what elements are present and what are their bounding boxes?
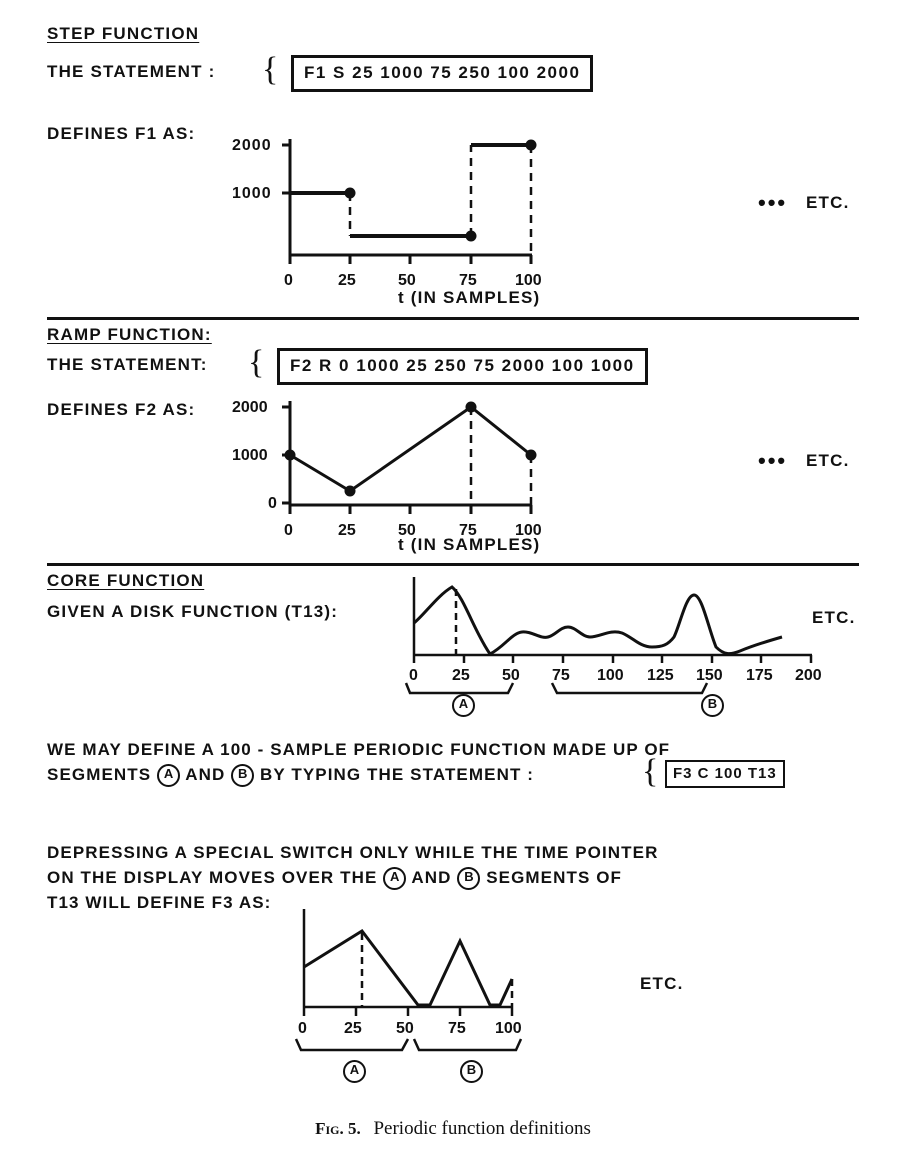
core-statement-box[interactable]: F3 C 100 T13 [665,760,785,788]
svg-text:0: 0 [284,522,293,539]
ramp-brace-icon: { [248,344,265,381]
chart-disk-function-t13 [400,575,870,690]
core-function-heading: CORE FUNCTION [47,571,205,590]
chart-periodic-function-f3 [290,905,610,1095]
segment-a-inline-badge: A [157,764,180,787]
figure-caption-text: Periodic function definitions [373,1118,591,1139]
p2-post: SEGMENTS OF [480,868,623,887]
f3-etc-label: ETC. [640,974,684,993]
segment-a-badge: A [452,694,475,717]
p2-pre: ON THE DISPLAY MOVES OVER THE [47,868,384,887]
segment-b-badge: B [701,694,724,717]
svg-text:175: 175 [746,667,773,684]
svg-text:125: 125 [647,667,674,684]
svg-text:2000: 2000 [232,399,268,416]
step-defines-label: DEFINES F1 AS: [47,124,196,143]
core-paragraph-2-line-1: DEPRESSING A SPECIAL SWITCH ONLY WHILE THE TIME POINTER [47,843,659,862]
svg-text:75: 75 [459,272,477,289]
svg-text:50: 50 [398,522,416,539]
svg-text:50: 50 [396,1020,414,1037]
svg-text:200: 200 [795,667,822,684]
svg-text:0: 0 [268,495,277,512]
divider-2 [47,563,859,566]
segment-b-inline-badge: B [231,764,254,787]
ramp-etc-dots-icon: ••• [758,448,788,473]
segment-a-inline-badge-2: A [383,867,406,890]
core-paragraph-2-line-3: T13 WILL DEFINE F3 AS: [47,893,272,912]
svg-text:0: 0 [409,667,418,684]
svg-text:100: 100 [515,522,542,539]
core-paragraph-1-line-1: WE MAY DEFINE A 100 - SAMPLE PERIODIC FUNCTION MADE UP OF [47,740,671,759]
disk-etc-label: ETC. [812,608,856,627]
svg-text:2000: 2000 [232,137,272,154]
ramp-defines-label: DEFINES F2 AS: [47,400,196,419]
ramp-statement-box[interactable]: F2 R 0 1000 25 250 75 2000 100 1000 [277,348,648,385]
core-given-label: GIVEN A DISK FUNCTION (T13): [47,602,339,621]
core-paragraph-2-line-2 [47,866,622,890]
svg-text:50: 50 [398,272,416,289]
svg-text:75: 75 [552,667,570,684]
segment-a-badge-f3: A [343,1060,366,1083]
p1-post: BY TYPING THE STATEMENT : [254,765,535,784]
segment-b-inline-badge-2: B [457,867,480,890]
svg-text:25: 25 [338,522,356,539]
svg-text:100: 100 [515,272,542,289]
chart-ramp-function [232,395,792,545]
step-etc-dots-icon: ••• [758,190,788,215]
p2-mid: AND [406,868,458,887]
svg-text:50: 50 [502,667,520,684]
p1-pre: SEGMENTS [47,765,158,784]
svg-text:0: 0 [284,272,293,289]
svg-text:100: 100 [597,667,624,684]
svg-text:1000: 1000 [232,185,272,202]
step-brace-icon: { [262,51,279,88]
svg-text:0: 0 [298,1020,307,1037]
ramp-statement-label: THE STATEMENT: [47,355,208,374]
svg-text:25: 25 [452,667,470,684]
chart-step-function [232,133,792,289]
svg-text:150: 150 [696,667,723,684]
step-function-heading: STEP FUNCTION [47,24,200,43]
svg-text:75: 75 [448,1020,466,1037]
core-paragraph-1-line-2 [47,763,534,787]
ramp-xaxis-title: t (IN SAMPLES) [398,535,541,554]
ramp-etc-label: ETC. [806,451,850,470]
step-statement-label: THE STATEMENT : [47,62,216,81]
ramp-function-heading: RAMP FUNCTION: [47,325,212,344]
step-xaxis-title: t (IN SAMPLES) [398,288,541,307]
figure-caption-label: Fig. 5. [315,1119,361,1138]
figure-caption [0,1118,906,1140]
svg-text:100: 100 [495,1020,522,1037]
svg-text:75: 75 [459,522,477,539]
p1-mid: AND [180,765,232,784]
step-etc-label: ETC. [806,193,850,212]
segment-b-badge-f3: B [460,1060,483,1083]
divider-1 [47,317,859,320]
svg-text:25: 25 [344,1020,362,1037]
step-statement-box[interactable]: F1 S 25 1000 75 250 100 2000 [291,55,593,92]
svg-text:25: 25 [338,272,356,289]
core-brace-icon: { [642,753,659,790]
svg-text:1000: 1000 [232,447,268,464]
